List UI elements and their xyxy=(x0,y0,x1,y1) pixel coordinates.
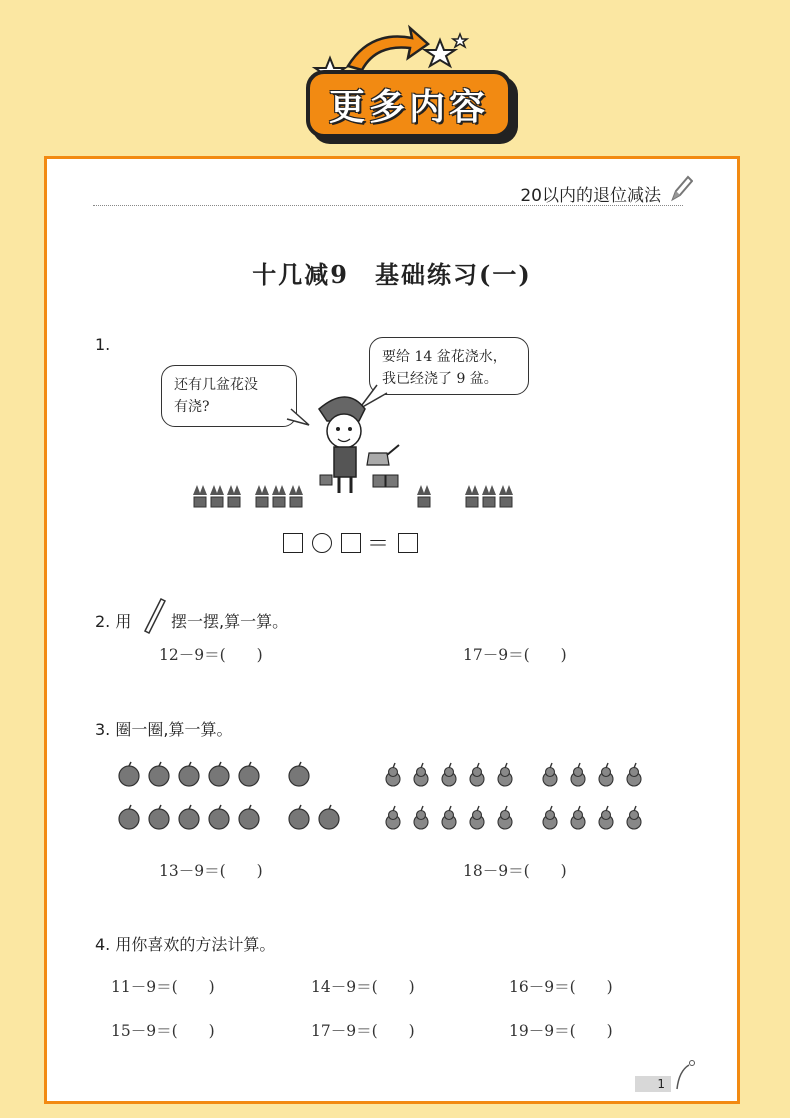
equals-sign: ＝ xyxy=(367,532,390,557)
bubble-line: 有浇? xyxy=(174,399,210,415)
footer-swirl-icon xyxy=(677,1065,689,1089)
pear-icon xyxy=(543,763,557,786)
pear-icon xyxy=(599,763,613,786)
banner xyxy=(300,20,520,132)
pear-icon xyxy=(543,806,557,829)
worksheet-page xyxy=(44,156,740,1104)
pear-icon xyxy=(571,763,585,786)
section-title: 20以内的退位减法 xyxy=(520,186,661,206)
equation: 15－9＝( ) xyxy=(111,1022,215,1040)
bubble-line: 还有几盆花没 xyxy=(174,377,258,393)
stick-icon xyxy=(145,599,165,633)
answer-box[interactable] xyxy=(283,533,303,553)
apple-icon xyxy=(289,762,309,786)
banner-text: 更多内容 xyxy=(328,86,489,128)
question-1-illustration xyxy=(47,159,743,1107)
equation: 13－9＝( ) xyxy=(159,862,263,880)
equation: 11－9＝( ) xyxy=(111,978,215,996)
girl-watering-illustration xyxy=(319,397,399,493)
apple-icon xyxy=(179,762,199,786)
apple-icon xyxy=(209,805,229,829)
flower-pot-icon xyxy=(417,485,431,507)
flower-pot-icon xyxy=(272,485,286,507)
equation: 12－9＝( ) xyxy=(159,646,263,664)
pear-icon xyxy=(386,806,400,829)
bubble-line: 我已经浇了 9 盆。 xyxy=(382,371,498,387)
apple-icon xyxy=(289,805,309,829)
equation: 16－9＝( ) xyxy=(509,978,613,996)
question-2-label: 摆一摆,算一算。 xyxy=(171,612,289,631)
pear-icon xyxy=(498,763,512,786)
pear-icon xyxy=(571,806,585,829)
answer-box[interactable] xyxy=(341,533,361,553)
pear-icon xyxy=(442,806,456,829)
apple-icon xyxy=(239,805,259,829)
pear-icon xyxy=(470,763,484,786)
pear-icon xyxy=(414,806,428,829)
answer-box[interactable] xyxy=(398,533,418,553)
pear-icon xyxy=(599,806,613,829)
arrow-icon xyxy=(348,28,428,70)
flower-pot-icon xyxy=(289,485,303,507)
bubble-tail xyxy=(359,385,387,409)
question-1-number: 1. xyxy=(95,335,111,354)
apple-icon xyxy=(119,805,139,829)
pear-rows xyxy=(386,763,641,829)
equation: 18－9＝( ) xyxy=(463,862,567,880)
apple-icon xyxy=(239,762,259,786)
pear-icon xyxy=(442,763,456,786)
apple-icon xyxy=(149,805,169,829)
flower-pot-icon xyxy=(227,485,241,507)
flower-pot-icon xyxy=(193,485,207,507)
apple-icon xyxy=(119,762,139,786)
equation: 17－9＝( ) xyxy=(463,646,567,664)
flower-pot-icon xyxy=(499,485,513,507)
flower-pot-icon xyxy=(255,485,269,507)
question-4-label: 4. 用你喜欢的方法计算。 xyxy=(95,935,276,954)
flower-pots xyxy=(193,485,513,507)
question-2-prefix: 2. 用 xyxy=(95,612,132,631)
pear-icon xyxy=(386,763,400,786)
star-icon xyxy=(453,34,467,47)
question-3-label: 3. 圈一圈,算一算。 xyxy=(95,720,233,739)
footer-dot-icon xyxy=(690,1061,695,1066)
bubble-line: 要给 14 盆花浇水， xyxy=(382,349,507,365)
apple-rows xyxy=(119,762,339,829)
flower-pot-icon xyxy=(482,485,496,507)
flower-pot-icon xyxy=(465,485,479,507)
flower-pot-icon xyxy=(210,485,224,507)
pear-icon xyxy=(627,806,641,829)
apple-icon xyxy=(149,762,169,786)
pear-icon xyxy=(470,806,484,829)
apple-icon xyxy=(209,762,229,786)
apple-icon xyxy=(179,805,199,829)
pear-icon xyxy=(498,806,512,829)
equation: 17－9＝( ) xyxy=(311,1022,415,1040)
pear-icon xyxy=(627,763,641,786)
bubble-tail xyxy=(287,409,309,425)
equation: 14－9＝( ) xyxy=(311,978,415,996)
operator-circle[interactable] xyxy=(312,533,332,553)
page-number: 1 xyxy=(635,1076,671,1092)
equation: 19－9＝( ) xyxy=(509,1022,613,1040)
page-title: 十几减9 基础练习(一) xyxy=(252,260,532,289)
pear-icon xyxy=(414,763,428,786)
apple-icon xyxy=(319,805,339,829)
